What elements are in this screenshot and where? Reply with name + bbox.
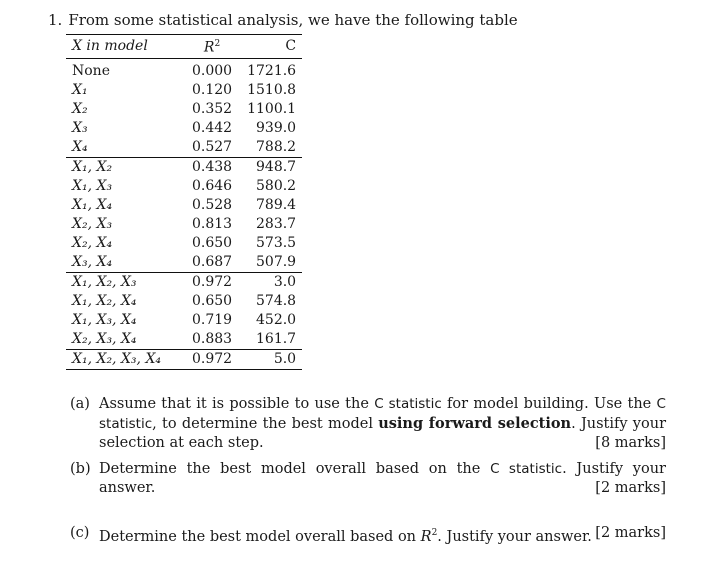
- forward-selection-emphasis: using forward selection: [378, 415, 572, 432]
- header-c: C: [238, 35, 302, 59]
- table-row: [66, 58, 302, 81]
- part-c-text: [99, 524, 666, 547]
- cell-model: X₁, X₃: [72, 177, 113, 194]
- cell-model: None: [66, 58, 186, 81]
- table-header-row: [66, 35, 302, 59]
- table-row: [66, 100, 302, 119]
- cell-model: X₂, X₃: [72, 215, 113, 232]
- cell-r2: 0.687: [192, 253, 233, 270]
- part-b-text-2: . Justify your answer.: [99, 461, 666, 496]
- cell-r2: 0.352: [192, 100, 233, 117]
- cell-c: 789.4: [256, 196, 297, 213]
- cell-model: X₂, X₃, X₄: [72, 330, 137, 347]
- part-a-marks: [8 marks]: [595, 435, 666, 451]
- cell-r2: 0.972: [186, 272, 238, 292]
- question-parts: [70, 395, 666, 554]
- question-header: [48, 10, 518, 30]
- question-number: 1.: [48, 11, 63, 29]
- table-row: [66, 138, 302, 158]
- r-squared-sup: 2: [431, 528, 438, 538]
- header-r2: [186, 35, 238, 59]
- cell-r2: 0.646: [192, 177, 233, 194]
- header-r2-sup: 2: [214, 39, 221, 49]
- cell-r2: 0.120: [192, 81, 233, 98]
- cell-c: 283.7: [256, 215, 297, 232]
- part-c-marks: [2 marks]: [595, 525, 666, 541]
- cell-c: 1510.8: [247, 81, 297, 98]
- part-a-text-3: , to determine the best model: [152, 416, 379, 432]
- cell-model: X₁: [72, 81, 88, 98]
- cell-c: 574.8: [256, 292, 297, 309]
- cell-c: 1721.6: [238, 58, 302, 81]
- part-a-label: (a): [70, 396, 90, 412]
- table-row: [66, 119, 302, 138]
- header-r2-base: R: [203, 39, 215, 56]
- cell-model: X₁, X₃, X₄: [72, 311, 137, 328]
- table-row: [66, 81, 302, 100]
- part-b-label: (b): [70, 461, 91, 477]
- part-c: [70, 524, 666, 547]
- part-c-text-1: Determine the best model overall based on: [99, 528, 421, 545]
- cell-r2: 0.527: [192, 138, 233, 155]
- table-row: [66, 292, 302, 311]
- table-row: [66, 349, 302, 369]
- cell-r2: 0.528: [192, 196, 233, 213]
- cell-model: X₃, X₄: [72, 253, 113, 270]
- part-a-text: [99, 395, 666, 453]
- part-a: [70, 395, 666, 453]
- table-row: [66, 272, 302, 292]
- part-a-text-4: . Justify your selection at each step.: [99, 416, 666, 451]
- table-row: [66, 177, 302, 196]
- cell-model: X₁, X₄: [72, 196, 113, 213]
- c-statistic-term: C statistic: [490, 461, 563, 477]
- cell-model: X₁, X₂, X₃: [66, 272, 186, 292]
- cell-c: 5.0: [238, 349, 302, 369]
- cell-model: X₂: [72, 100, 88, 117]
- stats-table: [66, 34, 302, 370]
- c-statistic-term: C statistic: [99, 396, 666, 432]
- cell-r2: 0.000: [186, 58, 238, 81]
- table-body: [66, 58, 302, 369]
- cell-model: X₁, X₂, X₄: [72, 292, 137, 309]
- cell-c: 948.7: [238, 157, 302, 177]
- header-model: X in model: [66, 35, 186, 59]
- part-a-text-1: Assume that it is possible to use the: [99, 396, 375, 412]
- cell-r2: 0.719: [192, 311, 233, 328]
- table-row: [66, 215, 302, 234]
- cell-c: 580.2: [256, 177, 297, 194]
- cell-c: 161.7: [256, 330, 297, 347]
- question-intro: From some statistical analysis, we have the following table: [68, 11, 518, 29]
- r-squared-base: R: [420, 528, 432, 545]
- cell-c: 507.9: [256, 253, 297, 270]
- cell-c: 452.0: [256, 311, 297, 328]
- cell-c: 1100.1: [247, 100, 297, 117]
- cell-model: X₃: [72, 119, 88, 136]
- part-b-marks: [2 marks]: [595, 480, 666, 496]
- cell-r2: 0.883: [192, 330, 233, 347]
- cell-r2: 0.650: [192, 292, 233, 309]
- part-a-text-2: for model building. Use the: [441, 396, 657, 412]
- table-row: [66, 311, 302, 330]
- c-statistic-term: C statistic: [374, 396, 442, 412]
- cell-r2: 0.813: [192, 215, 233, 232]
- cell-model: X₄: [72, 138, 88, 155]
- cell-r2: 0.972: [186, 349, 238, 369]
- part-b: [70, 460, 666, 498]
- table-row: [66, 330, 302, 350]
- cell-c: 939.0: [256, 119, 297, 136]
- part-c-label: (c): [70, 525, 90, 541]
- part-c-text-2: . Justify your answer.: [437, 528, 592, 545]
- part-b-text: [99, 460, 666, 498]
- cell-r2: 0.650: [192, 234, 233, 251]
- table-row: [66, 196, 302, 215]
- cell-c: 3.0: [238, 272, 302, 292]
- cell-r2: 0.442: [192, 119, 233, 136]
- cell-c: 788.2: [256, 138, 297, 155]
- cell-model: X₁, X₂: [66, 157, 186, 177]
- table-row: [66, 157, 302, 177]
- cell-c: 573.5: [256, 234, 297, 251]
- part-b-text-1: Determine the best model overall based on the: [99, 461, 491, 477]
- cell-r2: 0.438: [186, 157, 238, 177]
- table-row: [66, 234, 302, 253]
- cell-model: X₂, X₄: [72, 234, 113, 251]
- table-row: [66, 253, 302, 273]
- cell-model: X₁, X₂, X₃, X₄: [66, 349, 186, 369]
